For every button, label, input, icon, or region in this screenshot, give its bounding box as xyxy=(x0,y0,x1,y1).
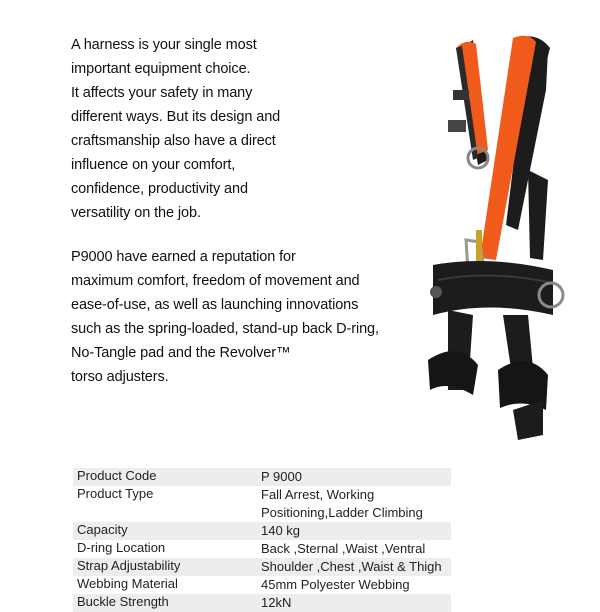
intro-line: different ways. But its design and xyxy=(71,109,281,125)
intro-line: craftsmanship also have a direct xyxy=(71,133,276,149)
table-row xyxy=(73,486,451,522)
intro-paragraph xyxy=(71,33,280,225)
intro-line: influence on your comfort, xyxy=(71,157,236,173)
spec-label: Product Type xyxy=(77,486,154,501)
spec-value: Fall Arrest, Working Positioning,Ladder Climbing xyxy=(261,487,423,520)
product-paragraph xyxy=(71,245,379,389)
intro-line: It affects your safety in many xyxy=(71,85,253,101)
spec-value: Back ,Sternal ,Waist ,Ventral xyxy=(261,541,426,556)
intro-line: important equipment choice. xyxy=(71,61,251,77)
spec-value: Shoulder ,Chest ,Waist & Thigh xyxy=(257,558,451,576)
table-row xyxy=(73,522,451,540)
product-line: such as the spring-loaded, stand-up back D-ring, xyxy=(71,321,379,337)
product-line: ease-of-use, as well as launching innovations xyxy=(71,297,359,313)
product-line: maximum comfort, freedom of movement and xyxy=(71,273,360,289)
spec-value: P 9000 xyxy=(257,468,451,486)
harness-image xyxy=(418,30,568,450)
table-row xyxy=(73,468,451,486)
spec-value: 45mm Polyester Webbing xyxy=(261,577,410,592)
table-row xyxy=(73,540,451,558)
spec-label: Webbing Material xyxy=(77,576,178,591)
intro-line: versatility on the job. xyxy=(71,205,201,221)
table-row xyxy=(73,576,451,594)
product-line: P9000 have earned a reputation for xyxy=(71,249,296,265)
spec-table xyxy=(73,468,451,612)
spec-label: D-ring Location xyxy=(77,540,166,555)
intro-line: A harness is your single most xyxy=(71,37,257,53)
spec-label: Product Code xyxy=(73,468,257,486)
spec-label: Buckle Strength xyxy=(73,594,257,612)
product-line: No-Tangle pad and the Revolver™ xyxy=(71,345,291,361)
spec-label: Capacity xyxy=(73,522,257,540)
table-row xyxy=(73,558,451,576)
product-line: torso adjusters. xyxy=(71,369,169,385)
spec-value: 12kN xyxy=(257,594,451,612)
spec-value: 140 kg xyxy=(257,522,451,540)
spec-label: Strap Adjustability xyxy=(73,558,257,576)
intro-line: confidence, productivity and xyxy=(71,181,248,197)
table-row xyxy=(73,594,451,612)
